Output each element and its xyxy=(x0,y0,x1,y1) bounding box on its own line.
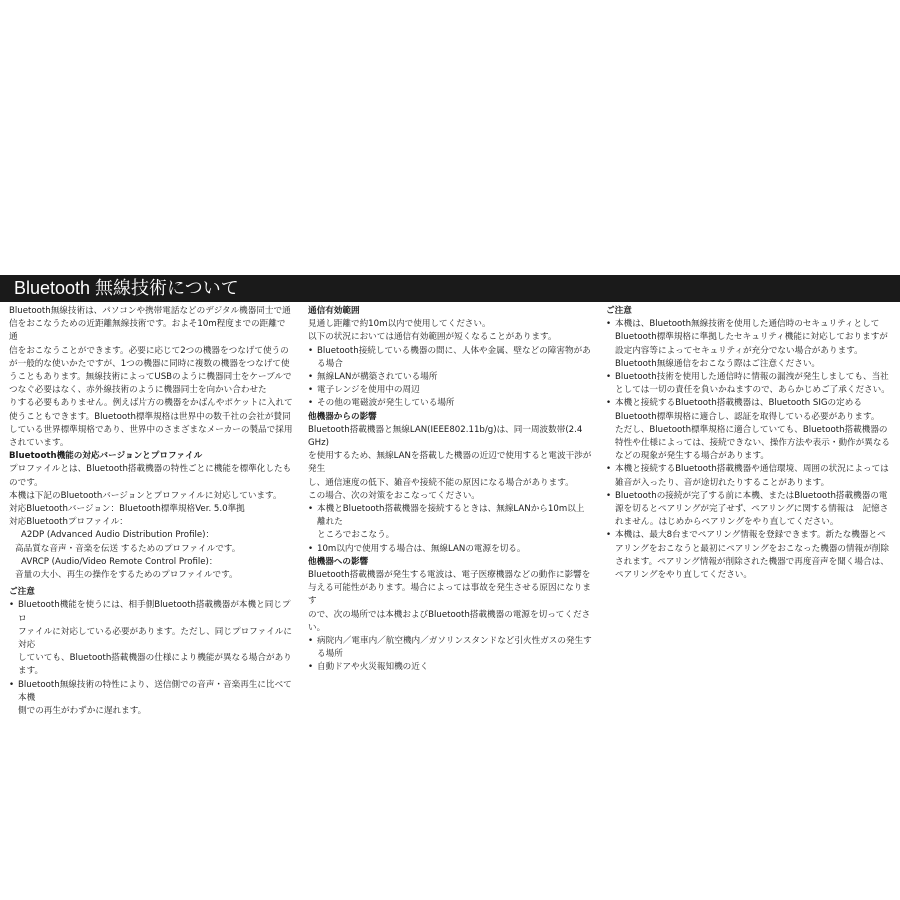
heading-version-profile: Bluetooth機能の対応バージョンとプロファイル xyxy=(9,451,203,462)
list-item: • 本機は、Bluetooth無線技術を使用した通信時のセキュリティとして Bluetooth標準規格に準拠したセキュリティ機能に対応しておりますが 設定内容等によってセキュリティが充分でない場合があります。 Bluetooth無線通信をおこなう際はご注意ください。 xyxy=(606,318,892,371)
heading-caution-left: ご注意 xyxy=(9,587,35,598)
from-other-devices-text: Bluetooth搭載機器と無線LAN(IEEE802.11b/g)は、同一周波数帯(2.4 GHz) を使用するため、無線LANを搭載した機器の近辺で使用すると電波干渉が発生 し、通信速度の低下、雑音や接続不能の原因になる場合があります。 この場合、次の対策をおこなってください。 xyxy=(308,424,592,501)
heading-from-other-devices: 他機器からの影響 xyxy=(308,411,377,422)
profile-label: 対応Bluetoothプロファイル： xyxy=(9,517,128,528)
heading-caution-right: ご注意 xyxy=(606,306,632,316)
column-left xyxy=(9,305,294,718)
column-right xyxy=(606,305,892,582)
list-item: • 本機と接続するBluetooth搭載機器は、Bluetooth SIGの定める Bluetooth標準規格に適合し、認証を取得している必要があります。 ただし、Bluetooth標準規格に適合していても、Bluetooth搭載機器の 特性や仕様によっては、接続できない、操作方法や表示・動作が異なる などの現象が発生する場合があります。 xyxy=(606,397,892,463)
avrcp-description: 音量の大小、再生の操作をするためのプロファイルです。 xyxy=(15,570,238,581)
list-item: • Bluetooth機能を使うには、相手側Bluetooth搭載機器が本機と同じプロ ファイルに対応している必要があります。ただし、同じプロファイルに対応 していても、Bluetooth搭載機器の仕様により機能が異なる場合があります。 xyxy=(9,599,294,678)
heading-to-other-devices: 他機器への影響 xyxy=(308,556,369,567)
list-item: • 本機は、最大8台までペアリング情報を登録できます。新たな機器とペ アリングをおこなうと最初にペアリングをおこなった機器の情報が削除 されます。ペアリング情報が削除された機器で再度音声を聞く場合は、 ペアリングをやり直してください。 xyxy=(606,529,892,582)
list-item: • 電子レンジを使用中の周辺 xyxy=(308,384,592,397)
profile-description: プロファイルとは、Bluetooth搭載機器の特性ごとに機能を標準化したものです。 本機は下記のBluetoothバージョンとプロファイルに対応しています。 xyxy=(9,464,292,501)
list-item: • Bluetoothの接続が完了する前に本機、またはBluetooth搭載機器の電 源を切るとペアリングが完了せず、ペアリングに関する情報は 記憶さ れません。はじめからペアリングをやり直してください。 xyxy=(606,490,892,530)
list-item: • Bluetooth接続している機器の間に、人体や金属、壁などの障害物がある場合 xyxy=(308,345,592,371)
list-item: • 自動ドアや火災報知機の近く xyxy=(308,661,592,674)
list-item: • Bluetooth技術を使用した通信時に情報の漏洩が発生しましても、当社 としては一切の責任を負いかねますので、あらかじめご了承ください。 xyxy=(606,371,892,397)
list-item: • Bluetooth無線技術の特性により、送信側での音声・音楽再生に比べて本機 側での再生がわずかに遅れます。 xyxy=(9,679,294,719)
section-title: Bluetooth 無線技術について xyxy=(0,275,900,302)
list-item: • 病院内／電車内／航空機内／ガソリンスタンドなど引火性ガスの発生す る場所 xyxy=(308,635,592,661)
list-item: • 本機とBluetooth搭載機器を接続するときは、無線LANから10m以上離れた ところでおこなう。 xyxy=(308,503,592,543)
intro-paragraph: Bluetooth無線技術は、パソコンや携帯電話などのデジタル機器同士で通 信をおこなうための近距離無線技術です。およそ10m程度までの距離で通 信をおこなうことができます。必要に応じて2つの機器をつなげて使うの が一般的な使いかたですが、1つの機器に同時に複数の機器をつなげて使 うこともあります。無線技術によってUSBのように機器同士をケーブルで つなぐ必要はなく、赤外線技術のように機器同士を向かい合わせた りする必要もありません。例えば片方の機器をかばんやポケットに入れて 使うこともできます。Bluetooth標準規格は世界中の数千社の会社が賛同 している世界標準規格であり、世界中のさまざまなメーカーの製品で採用 されています。 xyxy=(9,306,293,449)
range-text: 見通し距離で約10m以内で使用してください。 以下の状況においては通信有効範囲が短くなることがあります。 xyxy=(308,319,557,343)
column-middle xyxy=(308,305,592,675)
avrcp-name: AVRCP (Audio/Video Remote Control Profile)： xyxy=(21,556,218,567)
bluetooth-version-line: 対応Bluetoothバージョン：Bluetooth標準規格Ver. 5.0準拠 xyxy=(9,504,245,515)
list-item: • 10m以内で使用する場合は、無線LANの電源を切る。 xyxy=(308,543,592,556)
list-item: • その他の電磁波が発生している場所 xyxy=(308,397,592,410)
a2dp-description: 高品質な音声・音楽を伝送 するためのプロファイルです。 xyxy=(15,543,241,554)
list-item: • 本機と接続するBluetooth搭載機器や通信環境、周囲の状況によっては 雑音が入ったり、音が途切れたりすることがあります。 xyxy=(606,463,892,489)
heading-range: 通信有効範囲 xyxy=(308,306,360,316)
to-other-devices-text: Bluetooth搭載機器が発生する電波は、電子医療機器などの動作に影響を 与える可能性があります。場合によっては事故を発生させる原因になります ので、次の場所では本機およびBluetooth搭載機器の電源を切ってくださ い。 xyxy=(308,570,591,633)
list-item: • 無線LANが構築されている場所 xyxy=(308,371,592,384)
a2dp-name: A2DP (Advanced Audio Distribution Profile)： xyxy=(21,530,215,541)
